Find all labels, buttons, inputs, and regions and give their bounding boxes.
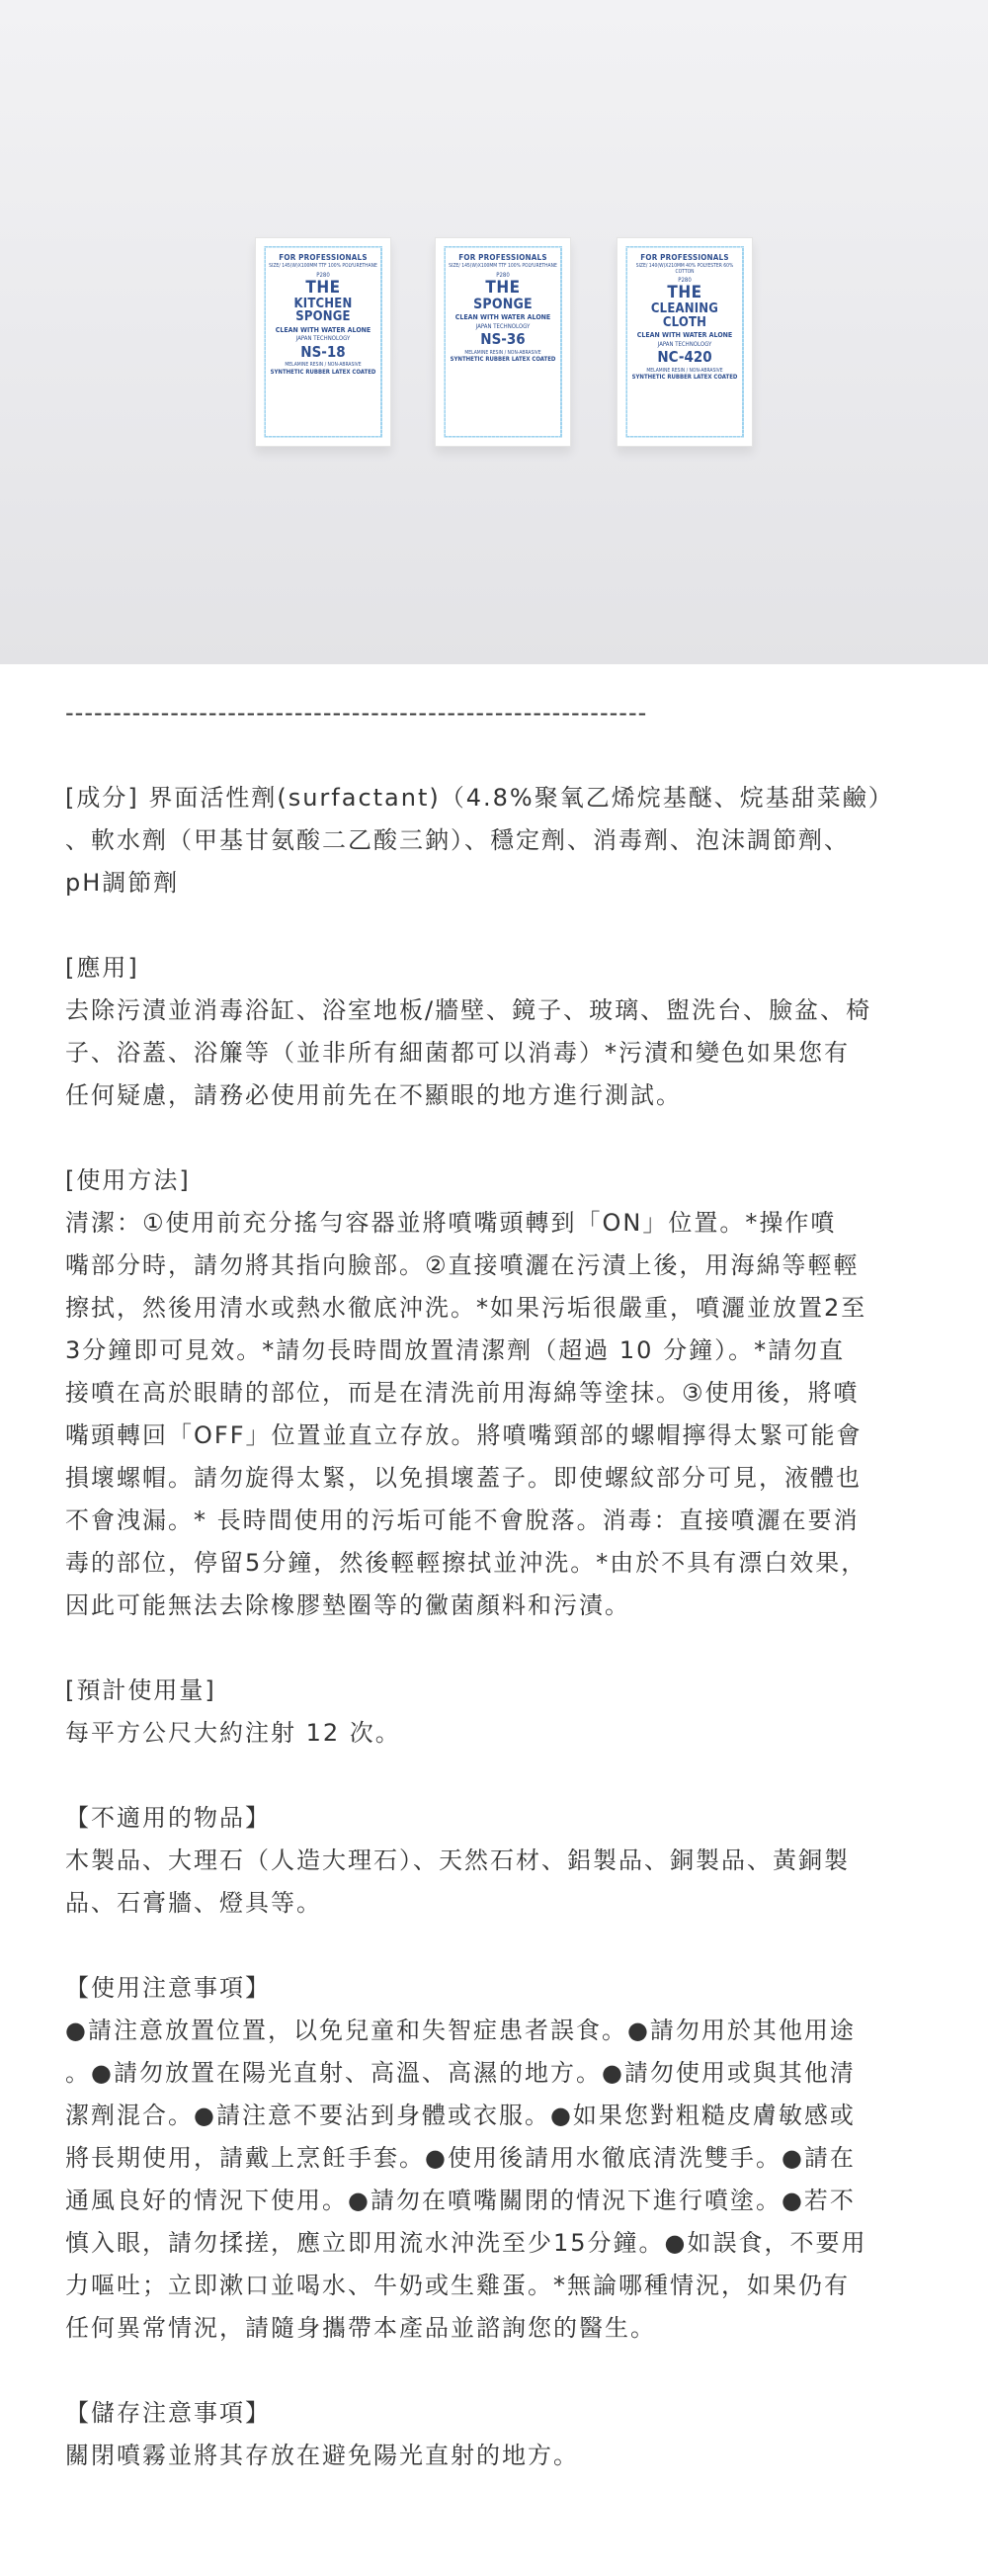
- spacer: [65, 904, 925, 947]
- text-line: 不會洩漏。* 長時間使用的污垢可能不會脫落。消毒：直接噴灑在要消: [65, 1506, 860, 1534]
- label-kind: MELAMINE RESIN / NON-ABRASIVE: [464, 349, 541, 356]
- label-the: THE: [667, 283, 702, 303]
- section-heading: 【不適用的物品】: [65, 1804, 271, 1832]
- text-line: 嘴部分時，請勿將其指向臉部。②直接噴灑在污漬上後，用海綿等輕輕: [65, 1251, 860, 1279]
- section-ingredients: [65, 777, 925, 904]
- package-label: [627, 248, 742, 436]
- label-name: SPONGE: [473, 296, 533, 312]
- text-line: 任何異常情況，請隨身攜帶本產品並諮詢您的醫生。: [65, 2314, 656, 2342]
- label-item: P280: [496, 271, 510, 279]
- text-line: 任何疑慮，請務必使用前先在不顯眼的地方進行測試。: [65, 1081, 682, 1109]
- label-name: CLEANING CLOTH: [650, 301, 719, 330]
- section-heading: [預計使用量]: [65, 1676, 216, 1704]
- label-size: SIZE/ 145(W)X100MM TTF 100% POLYURETHANE: [449, 263, 557, 270]
- label-tech: JAPAN TECHNOLOGY: [295, 335, 351, 343]
- section-usage: [65, 1159, 925, 1627]
- section-heading: 【儲存注意事項】: [65, 2399, 271, 2427]
- text-line: 將長期使用，請戴上烹飪手套。●使用後請用水徹底清洗雙手。●請在: [65, 2144, 856, 2172]
- label-coat: SYNTHETIC RUBBER LATEX COATED: [450, 356, 556, 364]
- label-code: NS-18: [300, 342, 346, 361]
- text-line: 毒的部位，停留5分鐘，然後輕輕擦拭並沖洗。*由於不具有漂白效果，: [65, 1549, 867, 1577]
- label-top: FOR PROFESSIONALS: [279, 253, 368, 262]
- text-line: 因此可能無法去除橡膠墊圈等的黴菌顏料和污漬。: [65, 1591, 630, 1619]
- label-kind: MELAMINE RESIN / NON-ABRASIVE: [646, 367, 723, 374]
- spacer: [65, 1627, 925, 1670]
- label-top: FOR PROFESSIONALS: [458, 253, 547, 262]
- divider-line: -------------------------------------------------------------: [65, 699, 648, 727]
- section-heading: [應用]: [65, 954, 139, 982]
- label-coat: SYNTHETIC RUBBER LATEX COATED: [631, 373, 738, 381]
- product-package-cleaning-cloth: [617, 237, 753, 447]
- spacer: [65, 734, 925, 777]
- product-description: [65, 692, 925, 2477]
- text-line: 子、浴蓋、浴簾等（並非所有細菌都可以消毒）*污漬和變色如果您有: [65, 1039, 850, 1067]
- label-size: SIZE/ 145(W)X100MM TTF 100% POLYURETHANE: [269, 263, 377, 270]
- label-name: KITCHEN SPONGE: [293, 296, 353, 325]
- section-storage: [65, 2392, 925, 2477]
- section-heading: 【使用注意事項】: [65, 1974, 271, 2002]
- text-line: 品、石膏牆、燈具等。: [65, 1889, 322, 1917]
- text-line: 潔劑混合。●請注意不要沾到身體或衣服。●如果您對粗糙皮膚敏感或: [65, 2102, 856, 2129]
- label-coat: SYNTHETIC RUBBER LATEX COATED: [270, 368, 376, 376]
- spacer: [65, 2350, 925, 2392]
- label-tech: JAPAN TECHNOLOGY: [475, 322, 531, 330]
- text-line: 接噴在高於眼睛的部位，而是在清洗前用海綿等塗抹。③使用後，將噴: [65, 1379, 860, 1407]
- text-line: 3分鐘即可見效。*請勿長時間放置清潔劑（超過 10 分鐘）。*請勿直: [65, 1336, 846, 1364]
- section-application: [65, 947, 925, 1117]
- product-photo: [0, 0, 988, 664]
- section-unsuitable: [65, 1797, 925, 1925]
- label-the: THE: [305, 277, 341, 298]
- text-line: [成分] 界面活性劑(surfactant)（4.8%聚氧乙烯烷基醚、烷基甜菜鹼）: [65, 784, 894, 812]
- label-size: SIZE/ 140(W)X210MM 40% POLYESTER 60% COTTON: [635, 263, 734, 275]
- text-line: pH調節劑: [65, 869, 180, 897]
- product-package-kitchen-sponge: [255, 237, 391, 447]
- label-top: FOR PROFESSIONALS: [640, 253, 729, 262]
- text-line: 嘴頭轉回「OFF」位置並直立存放。將噴嘴頸部的螺帽擰得太緊可能會: [65, 1421, 863, 1449]
- text-line: 關閉噴霧並將其存放在避免陽光直射的地方。: [65, 2442, 579, 2469]
- text-line: 力嘔吐；立即漱口並喝水、牛奶或生雞蛋。*無論哪種情況，如果仍有: [65, 2272, 850, 2299]
- package-label: [446, 248, 560, 436]
- text-line: 通風良好的情況下使用。●請勿在噴嘴關閉的情況下進行噴塗。●若不: [65, 2187, 856, 2214]
- package-label: [266, 248, 380, 436]
- text-line: 擦拭，然後用清水或熱水徹底沖洗。*如果污垢很嚴重，噴灑並放置2至: [65, 1294, 867, 1322]
- label-sub: CLEAN WITH WATER ALONE: [636, 331, 733, 340]
- text-line: 。●請勿放置在陽光直射、高溫、高濕的地方。●請勿使用或與其他清: [65, 2059, 856, 2087]
- label-sub: CLEAN WITH WATER ALONE: [275, 326, 371, 335]
- spacer: [65, 1755, 925, 1797]
- text-line: 、軟水劑（甲基甘氨酸二乙酸三鈉）、穩定劑、消毒劑、泡沫調節劑、: [65, 826, 850, 854]
- label-kind: MELAMINE RESIN / NON-ABRASIVE: [285, 362, 362, 369]
- label-the: THE: [485, 277, 521, 298]
- text-line: 去除污漬並消毒浴缸、浴室地板/牆壁、鏡子、玻璃、盥洗台、臉盆、椅: [65, 996, 872, 1024]
- text-line: 損壞螺帽。請勿旋得太緊，以免損壞蓋子。即使螺紋部分可見，液體也: [65, 1464, 862, 1492]
- label-code: NC-420: [657, 347, 712, 366]
- text-line: ●請注意放置位置，以免兒童和失智症患者誤食。●請勿用於其他用途: [65, 2017, 856, 2044]
- text-line: 慎入眼，請勿揉搓，應立即用流水沖洗至少15分鐘。●如誤食，不要用: [65, 2229, 867, 2257]
- label-item: P280: [316, 271, 330, 279]
- text-line: 清潔：①使用前充分搖勻容器並將噴嘴頭轉到「ON」位置。*操作噴: [65, 1209, 837, 1237]
- label-code: NS-36: [480, 330, 526, 349]
- spacer: [65, 1925, 925, 1967]
- text-line: 每平方公尺大約注射 12 次。: [65, 1719, 401, 1747]
- spacer: [65, 1117, 925, 1159]
- section-precautions: [65, 1967, 925, 2350]
- label-item: P280: [678, 276, 692, 284]
- section-heading: [使用方法]: [65, 1166, 191, 1194]
- label-tech: JAPAN TECHNOLOGY: [657, 340, 712, 348]
- label-sub: CLEAN WITH WATER ALONE: [454, 313, 551, 322]
- text-line: 木製品、大理石（人造大理石）、天然石材、鋁製品、銅製品、黃銅製: [65, 1846, 850, 1874]
- product-package-sponge: [435, 237, 571, 447]
- section-amount: [65, 1670, 925, 1755]
